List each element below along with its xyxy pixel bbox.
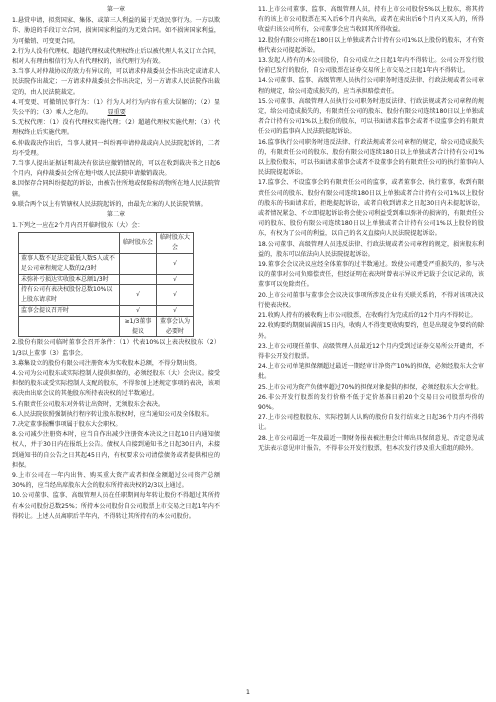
paragraph: 10.公司董事、监事、高级管理人员在任职期间每年转让股份不得超过其所持有本公司股份总数25%；所持本公司股份自公司股票上市交易之日起1年内不得转让。上述人员离职后半年内，不得转让其所持有的本公司股份。 [12, 492, 220, 520]
table-cell: √ [157, 306, 194, 317]
table-cell: ≥1/3董事提议 [120, 316, 157, 337]
table-cell: 董事人数不足法定最低人数5人或不足公司章程规定人数的2/3时 [19, 254, 120, 275]
paragraph: 5.有限责任公司股东对外转让出资时，无须股东会表决。 [12, 400, 165, 408]
paragraph: 18.公司董事、高级管理人员违反法律、行政法规或者公司章程的规定，损害股东利益的，股东可以依法向人民法院提起诉讼。 [258, 240, 484, 258]
table-cell: √ [157, 274, 194, 285]
chapter-1-heading: 第一章 [106, 6, 126, 13]
paragraph: 16.监事执行公司职务时违反法律、行政法规或者公司章程的规定，给公司造成损失的，有限责任公司的股东、股份有限公司连续180日以上单独或者合计持有公司1%以上股份股东，可以书面请求董事会或者不设董事会的有限责任公司的执行董事向人民法院提起诉讼。 [258, 138, 484, 177]
paragraph: 9.联合两个以上有管辖权人民法院起诉的，由最先立案的人民法院管辖。 [12, 200, 207, 208]
paragraph: 17.监事会、不设监事会的有限责任公司的监事，或者董事会、执行董事，收到有限责任公司的股东、股份有限公司连续180日以上单独或者合计持有公司1%以上股份的股东的书面请求后，拒绝提起诉讼，或者自收到请求之日起30日内未提起诉讼，或者情况紧急、不立即提起诉讼将会使公司利益受到难以弥补的损害的，有限责任公司的股东、股份有限公司连续180日以上单独或者合计持有公司1%以上股份的股东，有权为了公司的利益，以自己的名义直接向人民法院提起诉讼。 [258, 179, 484, 238]
importance-note: 显重要 [107, 109, 126, 117]
paragraph: 8.因保存合同纠纷提起的诉讼，由被告住所地或保险标的物所在地人民法院管辖。 [12, 180, 220, 198]
paragraph: 21.收购人持有的被收购上市公司股票，在收购行为完成后的12个月内不得转让。 [258, 312, 477, 320]
question-1: 1.下列之一应在2个月内召开临时股东（大）会： [12, 222, 144, 230]
paragraph: 3.募集设立的股份有限公司注册资本为实收股本总额，不得分期出资。 [12, 359, 201, 367]
table-cell: √ [157, 254, 194, 275]
paragraph: 14.公司董事、监事、高级管理人员执行公司职务时违反法律、行政法规或者公司章程的规定，给公司造成损失的，应当承担赔偿责任。 [258, 77, 484, 95]
table-header-row [19, 233, 194, 254]
paragraph: 4.公司为公司股东或实际控制人提供担保的，必须经股东（大）会决议。接受担保的股东或受实际控制人支配的股东，不得参加上述规定事项的表决，该项表决由出席会议的其他股东所持表决权的过半数通过。 [12, 370, 220, 398]
paragraph: 23.上市公司现任董事、高级管理人员最近12个月内受到过证券交易所公开谴责，不得非公开发行股票。 [258, 342, 484, 360]
table-row [19, 285, 194, 306]
paragraph: 15.公司董事、高级管理人员执行公司职务时违反法律、行政法规或者公司章程的规定，给公司造成损失的，有限责任公司的股东、股份有限公司连续180日以上单独或者合计持有公司1%以上股份的股东，可以书面请求监事会或者不设监事会的有限责任公司的监事向人民法院提起诉讼。 [258, 97, 484, 136]
paragraph: 20.上市公司董事与董事会会议决议事项所涉及企业有关联关系的，不得对该项决议行使表决权。 [258, 291, 484, 309]
table-row [19, 316, 194, 337]
paragraph: 2.行为人没有代理权、超越代理权或代理权终止后以被代理人名义订立合同，相对人有理由相信行为人有代理权的，该代理行为有效。 [12, 47, 220, 66]
paragraph-text: 4.可变更、可撤销民事行为：（1）行为人对行为内容有重大误解的；（2）显失公平的；（3）乘人之危的。 [12, 98, 220, 117]
left-column [12, 5, 220, 522]
table-header-cell [19, 233, 120, 254]
table-cell: 未弥补亏损达实收股本总额1/3时 [19, 274, 120, 285]
paragraph: 26.非公开发行股票的发行价格不低于定价基准日前20个交易日公司股票均价的90%。 [258, 393, 484, 411]
paragraph: 1.悬赏申请，拟赏国家、集体、或第三人利益的属于无效民事行为。一方以欺诈、胁迫的手段订立合同，损害国家利益的为无效合同。如不损害国家利益，为可撤销、可变更合同。 [12, 17, 220, 45]
paragraph: 11.上市公司董事、监事、高级管理人员，持有上市公司股份5%以上股东，将其持有的该上市公司股票在买入后6个月内卖出，或者在卖出后6个月内又买入的，所得收益归该公司所有，公司董事会应当收回其所得收益。 [258, 6, 484, 34]
paragraph [12, 98, 220, 118]
table-cell: 董事会认为必要时 [157, 316, 194, 337]
paragraph: 2.股份有限公司临时董事会召开条件：（1）代表10%以上表决权股东（2）1/3以上董事（3）监事会。 [12, 339, 220, 357]
paragraph: 6.人民法院依照强制执行程序转让股东股权时，应当通知公司及全体股东。 [12, 410, 213, 418]
paragraph: 6.仲裁裁决作出后，当事人就同一纠纷再申请仲裁或向人民法院起诉的，二者均不受理。 [12, 139, 220, 157]
paragraph: 13.发起人持有的本公司股份，自公司成立之日起1年内不得转让。公司公开发行股份前已发行的股份，自公司股票在证券交易所上市交易之日起1年内不得转让。 [258, 57, 484, 75]
page-number: 1 [245, 688, 251, 696]
table-row [19, 274, 194, 285]
paragraph: 3.当事人对仲裁协议的效力有异议的，可以请求仲裁委员会作出决定或请求人民法院作出裁定；一方请求仲裁委员会作出决定，另一方请求人民法院作出裁定的，由人民法院裁定。 [12, 68, 220, 96]
table-cell [120, 254, 157, 275]
paragraph: 25.上市公司为资产负债率超过70%的担保对象提供的担保，必须经股东大会审批。 [258, 383, 483, 391]
table-cell: √ [120, 285, 157, 306]
table-header-cell: 临时股东会 [120, 233, 157, 254]
table-cell [120, 274, 157, 285]
paragraph: 8.公司减少注册资本时，应当自作出减少注册资本决议之日起10日内通知债权人，并于30日内在报纸上公告。债权人自接到通知书之日起30日内，未接到通知书的自公告之日其起45日内，有权要求公司清偿债务或者提供相应的担保。 [12, 431, 220, 469]
paragraph: 5.无权代理：（1）没有代理权实施代理；（2）超越代理权实施代理；（3）代理权终止后实施代理。 [12, 119, 220, 137]
table-row [19, 306, 194, 317]
paragraph: 9.上市公司在一年内出售、购买重大资产或者担保金额超过公司资产总额30%的，应当经出席股东大会的股东所持表决权的2/3以上通过。 [12, 472, 220, 490]
right-column [258, 5, 484, 454]
paragraph: 7.当事人提出证据证明裁决有依法应撤销情况的，可以在收到裁决书之日起6个月内，向仲裁委员会所在地中级人民法院申请撤销裁决。 [12, 160, 220, 178]
paragraph: 27.上市公司控股股东、实际控制人认购的股份自发行结束之日起36个月内不得转让。 [258, 414, 484, 432]
paragraph: 12.股份有限公司将在180日以上单独或者合计持有公司1%以上股份的股东，才有资格代表公司提起诉讼。 [258, 36, 484, 54]
paragraph: 22.收购要约期限届满前15日内，收购人不得变更收购要约，但是出现竞争要约的除外。 [258, 322, 484, 340]
chapter-2-heading: 第二章 [106, 211, 126, 219]
table-cell: √ [120, 306, 157, 317]
table-cell [19, 316, 120, 337]
table-header-cell: 临时股东大会 [157, 233, 194, 254]
meeting-conditions-table [18, 232, 194, 337]
table-cell: 监事会提议召开时 [19, 306, 120, 317]
paragraph: 7.决定董事报酬事项属于股东大会职权。 [12, 421, 122, 429]
table-cell: √ [157, 285, 194, 306]
paragraph: 19.董事会会议决议应经全体董事的过半数通过。致使公司遭受严重损失的，参与决议的董事对公司负赔偿责任，但经证明在表决时曾表示异议并记载于会议记录的，该董事可以免除责任。 [258, 261, 484, 289]
paragraph: 28.上市公司最近一年及最近一期财务报表被注册会计师出具保留意见、否定意见或无法表示意见审计报告，不得非公开发行股票，但本次发行涉及重大重组的除外。 [258, 434, 484, 452]
table-cell: 持有公司有表决权股份总数10%以上股东请求时 [19, 285, 120, 306]
paragraph: 24.上市公司单笔担保额超过最近一期经审计净资产10%的担保，必须经股东大会审批。 [258, 363, 484, 381]
table-row [19, 254, 194, 275]
